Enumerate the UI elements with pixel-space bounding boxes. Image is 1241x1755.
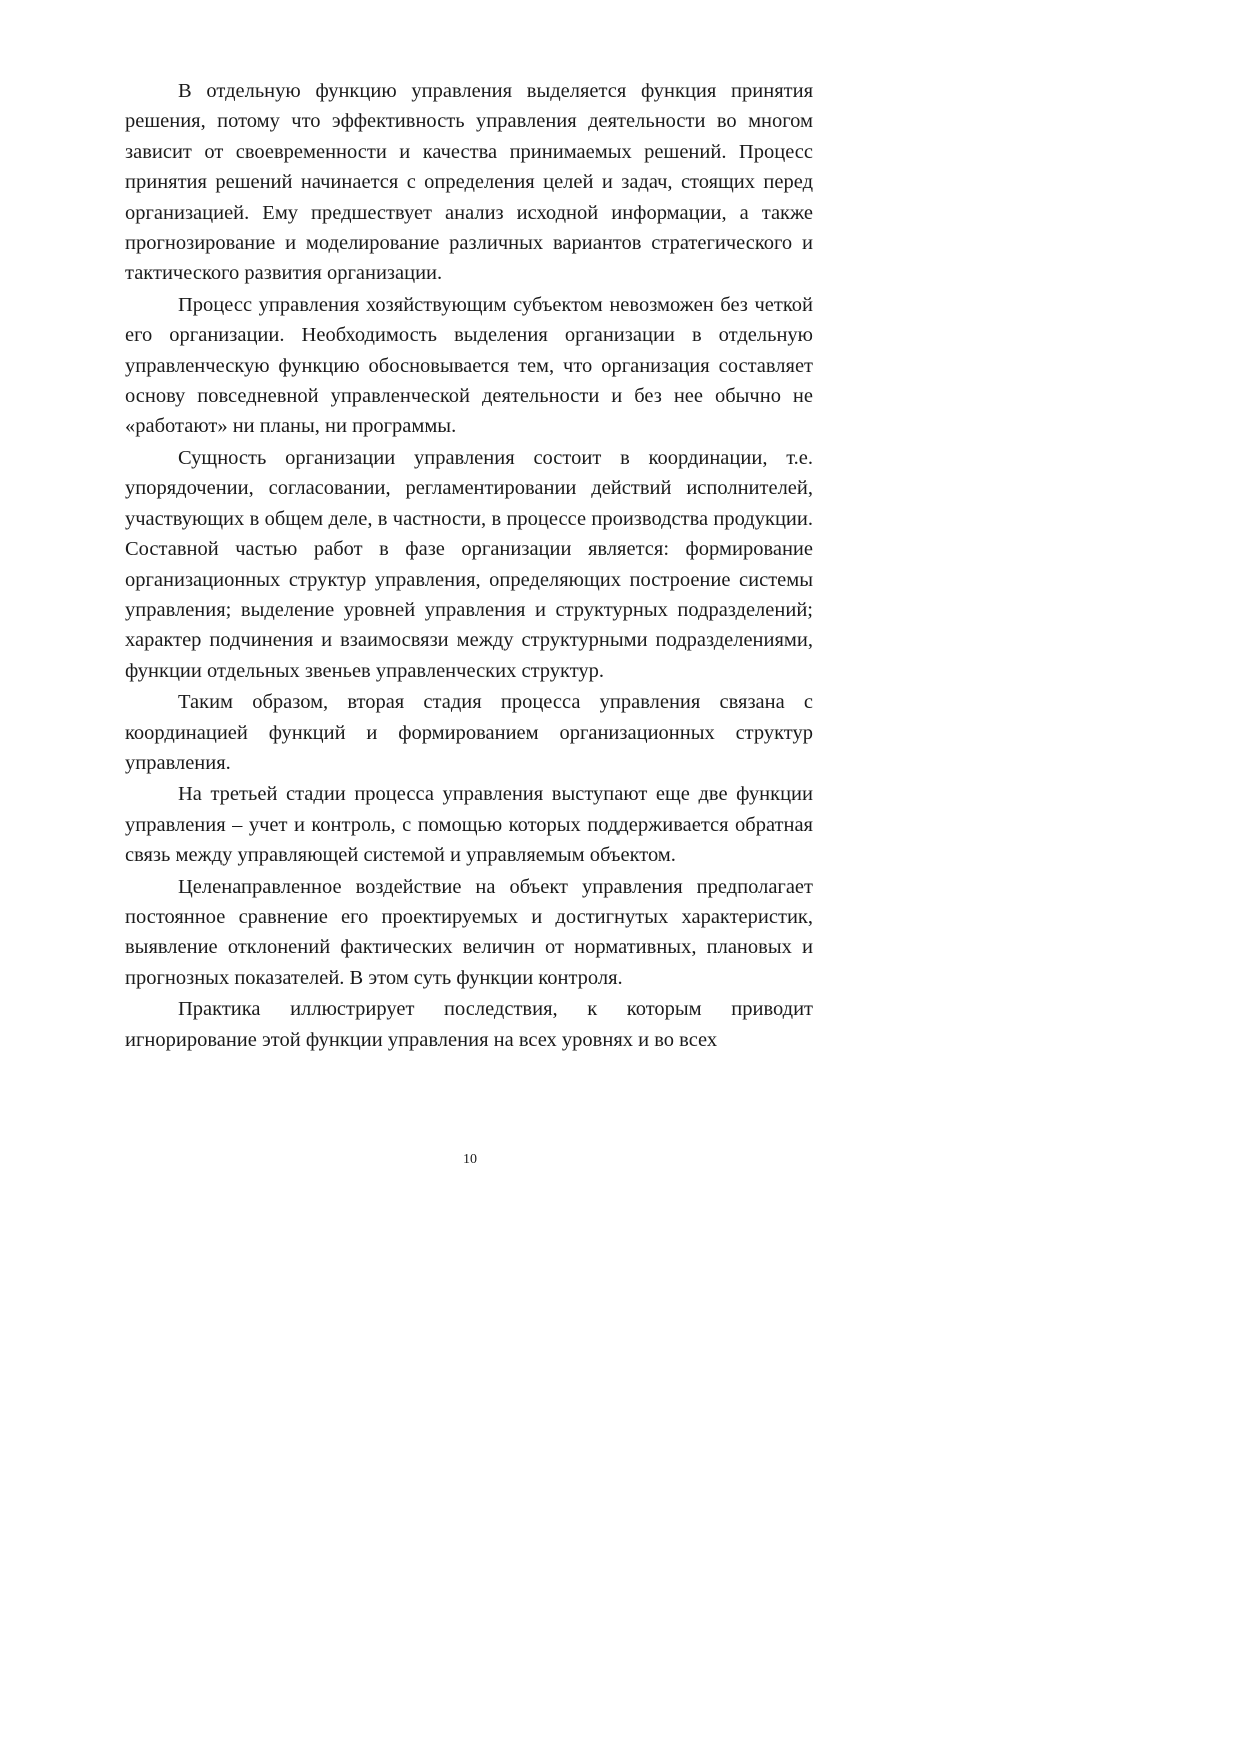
- paragraph-practice: Практика иллюстрирует последствия, к которым приводит игнорирование этой функции управления на всех уровнях и во всех: [125, 998, 813, 1051]
- paragraph-organization-function: Процесс управления хозяйствующим субъектом невозможен без четкой его организации. Необходимость выделения организации в отдельную управленческую функцию обосновывается тем, что организация составляет основу повседневной управленческой деятельности и без нее обычно не «работают» ни планы, ни программы.: [125, 293, 813, 438]
- page-number: 10: [463, 1152, 477, 1167]
- paragraph-third-stage: На третьей стадии процесса управления выступают еще две функции управления – учет и контроль, с помощью которых поддерживается обратная связь между управляющей системой и управляемым объектом.: [125, 783, 813, 867]
- paragraph-control-function: Целенаправленное воздействие на объект управления предполагает постоянное сравнение его проектируемых и достигнутых характеристик, выявление отклонений фактических величин от нормативных, плановых и прогнозных показателей. В этом суть функции контроля.: [125, 875, 813, 989]
- paragraph-second-stage: Таким образом, вторая стадия процесса управления связана с координацией функций и формированием организационных структур управления.: [125, 691, 813, 774]
- document-body: [125, 76, 813, 1055]
- paragraph-organization-essence: Сущность организации управления состоит в координации, т.е. упорядочении, согласовании, регламентировании действий исполнителей, участвующих в общем деле, в частности, в процессе производства продукции. Составной частью работ в фазе организации является: формирование организационных структур управления, определяющих построение системы управления; выделение уровней управления и структурных подразделений; характер подчинения и взаимосвязи между структурными подразделениями, функции отдельных звеньев управленческих структур.: [125, 446, 813, 682]
- paragraph-decision-making: В отдельную функцию управления выделяется функция принятия решения, потому что эффективность управления деятельности во многом зависит от своевременности и качества принимаемых решений. Процесс принятия решений начинается с определения целей и задач, стоящих перед организацией. Ему предшествует анализ исходной информации, а также прогнозирование и моделирование различных вариантов стратегического и тактического развития организации.: [125, 80, 813, 285]
